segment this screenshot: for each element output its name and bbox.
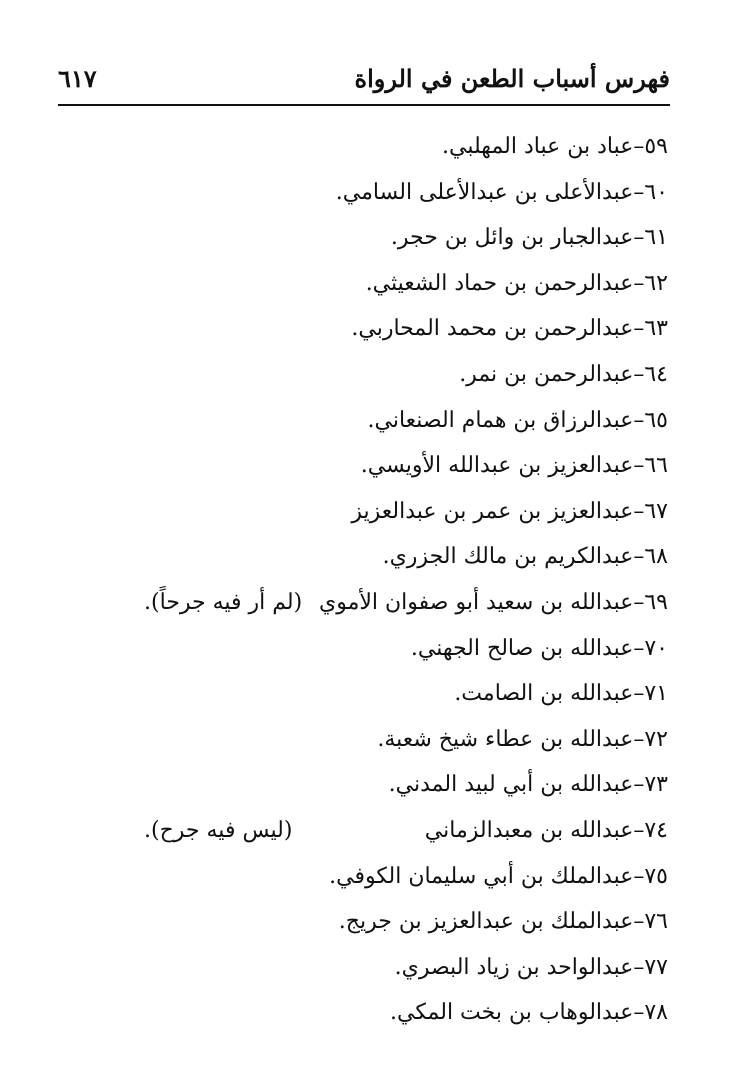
running-header	[58, 58, 670, 106]
list-item	[120, 671, 668, 717]
list-item	[120, 306, 668, 352]
entry-text: ٦١–عبدالجبار بن وائل بن حجر.	[390, 225, 668, 251]
entry-text: ٧٨–عبدالوهاب بن بخت المكي.	[390, 1000, 668, 1026]
entry-text: ٦٣–عبدالرحمن بن محمد المحاربي.	[351, 316, 668, 342]
header-title: فهرس أسباب الطعن في الرواة	[354, 64, 670, 93]
entry-text: ٧٧–عبدالواحد بن زياد البصري.	[394, 954, 668, 980]
entry-text: ٥٩–عباد بن عباد المهلبي.	[442, 134, 668, 159]
entry-text: ٧٣–عبدالله بن أبي لبيد المدني.	[388, 772, 668, 798]
list-item	[120, 215, 668, 261]
entry-text: ٧١–عبدالله بن الصامت.	[454, 681, 668, 707]
list-item	[120, 854, 668, 900]
entry-text: ٦٦–عبدالعزيز بن عبدالله الأويسي.	[360, 453, 668, 479]
entry-note: (ليس فيه جرح).	[144, 817, 293, 843]
narrator-list	[120, 124, 668, 1036]
entry-note: (لم أر فيه جرحاً).	[144, 589, 303, 615]
list-item	[120, 717, 668, 763]
list-item	[120, 443, 668, 489]
entry-text: ٧٦–عبدالملك بن عبدالعزيز بن جريج.	[338, 909, 668, 935]
list-item	[120, 945, 668, 991]
list-item	[120, 626, 668, 672]
list-item	[120, 899, 668, 945]
list-item	[120, 580, 668, 626]
list-item	[120, 808, 668, 854]
page-number: ٦١٧	[58, 64, 97, 93]
entry-text: ٧٥–عبدالملك بن أبي سليمان الكوفي.	[329, 863, 668, 889]
list-item	[120, 261, 668, 307]
list-item	[120, 170, 668, 216]
list-item	[120, 762, 668, 808]
list-item	[120, 352, 668, 398]
list-item	[120, 124, 668, 170]
entry-text: ٧٤–عبدالله بن معبدالزماني	[424, 817, 668, 843]
entry-text: ٦٩–عبدالله بن سعيد أبو صفوان الأموي	[319, 589, 668, 615]
entry-text: ٦٧–عبدالعزيز بن عمر بن عبدالعزيز	[351, 498, 668, 524]
list-item	[120, 990, 668, 1036]
entry-text: ٦٤–عبدالرحمن بن نمر.	[459, 361, 668, 387]
list-item	[120, 398, 668, 444]
entry-text: ٦٨–عبدالكريم بن مالك الجزري.	[382, 544, 668, 570]
list-item	[120, 534, 668, 580]
entry-text: ٧٠–عبدالله بن صالح الجهني.	[410, 635, 668, 661]
entry-text: ٧٢–عبدالله بن عطاء شيخ شعبة.	[377, 726, 668, 752]
list-item	[120, 489, 668, 535]
entry-text: ٦٠–عبدالأعلى بن عبدالأعلى السامي.	[335, 179, 668, 205]
entry-text: ٦٢–عبدالرحمن بن حماد الشعيثي.	[365, 270, 668, 296]
entry-text: ٦٥–عبدالرزاق بن همام الصنعاني.	[367, 407, 668, 433]
